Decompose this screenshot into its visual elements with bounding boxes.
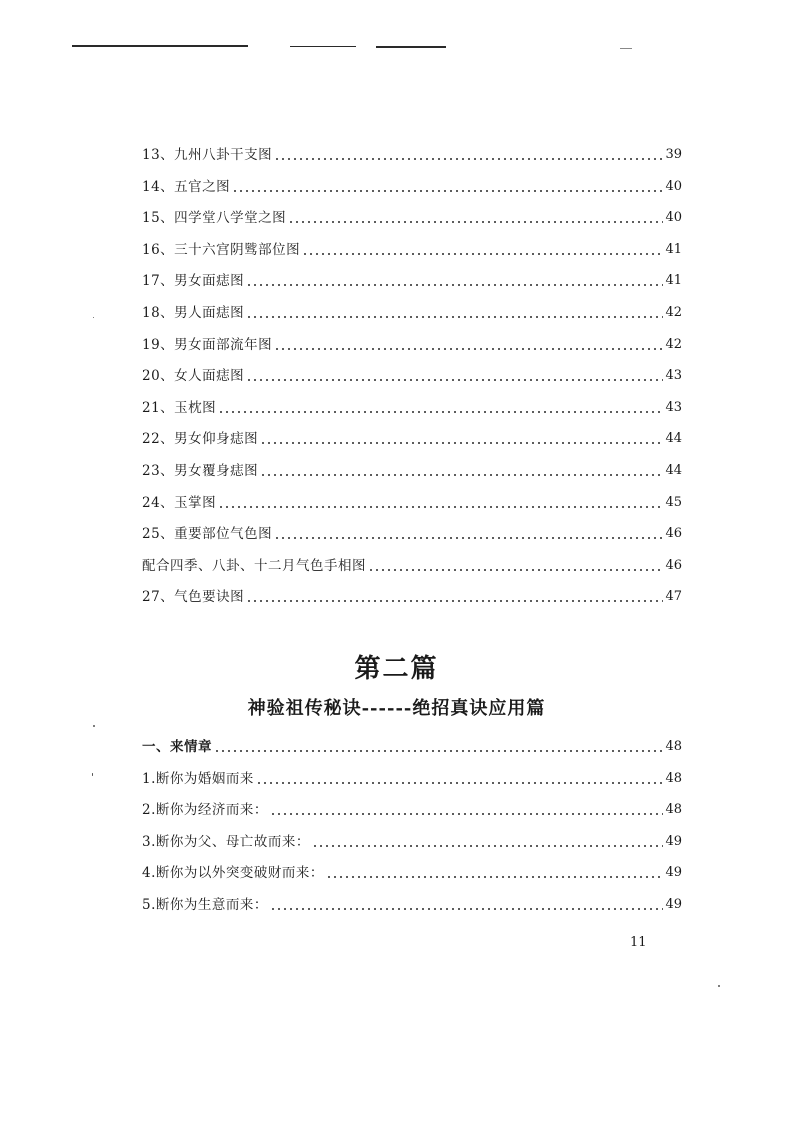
table-of-contents-part-2 — [142, 0, 682, 920]
toc-entry-label: 18、男人面痣图 — [142, 305, 245, 321]
toc-entry-label: 16、三十六宫阴骘部位图 — [142, 241, 301, 258]
scan-speck — [92, 773, 93, 776]
toc-entry-page: 49 — [665, 833, 682, 849]
toc-entry-label: 13、九州八卦干支图 — [142, 147, 273, 163]
page-number: 11 — [630, 935, 647, 950]
toc-entry-label: 24、玉掌图 — [142, 494, 217, 511]
toc-entry — [142, 734, 682, 756]
toc-entry — [142, 797, 682, 819]
toc-entry-page: 46 — [665, 526, 682, 542]
toc-entry-page: 47 — [665, 589, 682, 605]
toc-entry-label: 14、五官之图 — [142, 178, 231, 195]
toc-entry-page: 40 — [665, 210, 682, 226]
toc-entry-label: 23、男女覆身痣图 — [142, 463, 259, 479]
toc-entry-label: 15、四学堂八学堂之图 — [142, 210, 287, 227]
toc-leader-dots — [312, 845, 664, 847]
toc-entry-page: 45 — [665, 494, 682, 510]
toc-entry-label: 22、男女仰身痣图 — [142, 431, 259, 448]
toc-entry-label: 3.断你为父、母亡故而来： — [142, 833, 310, 850]
scan-speck — [93, 725, 95, 727]
toc-entry-page: 46 — [665, 557, 682, 573]
toc-entry-label: 2.断你为经济而来： — [142, 802, 268, 819]
toc-entry-page: 41 — [665, 241, 682, 257]
toc-leader-dots — [270, 908, 664, 910]
toc-leader-dots — [214, 750, 663, 752]
toc-entry-page: 49 — [665, 897, 682, 912]
toc-entry-label: 1.断你为婚姻而来 — [142, 770, 254, 787]
toc-entry-label: 20、女人面痣图 — [142, 368, 245, 385]
toc-entry-page: 39 — [665, 147, 682, 162]
toc-entry-label: 27、气色要诀图 — [142, 589, 245, 606]
toc-entry — [142, 829, 682, 851]
toc-entry — [142, 860, 682, 882]
toc-entry-label: 21、玉枕图 — [142, 399, 217, 416]
section-title: 第二篇 — [354, 654, 439, 684]
toc-entry-label: 一、来情章 — [142, 739, 212, 755]
toc-entry-page: 48 — [665, 770, 682, 786]
toc-entry-page: 49 — [665, 865, 682, 881]
scan-speck — [718, 985, 720, 987]
toc-entry-page: 48 — [665, 739, 682, 754]
toc-entry — [142, 892, 682, 914]
toc-entry-page: 40 — [665, 178, 682, 194]
toc-entry-page: 42 — [665, 305, 682, 320]
toc-entry-page: 43 — [665, 368, 682, 384]
scan-speck — [93, 317, 94, 318]
toc-entry-label: 5.断你为生意而来： — [142, 897, 268, 913]
toc-leader-dots — [270, 813, 664, 815]
toc-leader-dots — [326, 876, 664, 878]
toc-entry-label: 25、重要部位气色图 — [142, 526, 273, 543]
toc-entry-page: 44 — [665, 463, 682, 478]
toc-entry-page: 48 — [665, 802, 682, 818]
section-subtitle: 神验祖传秘诀------绝招真诀应用篇 — [247, 698, 546, 719]
toc-entry-page: 44 — [665, 431, 682, 447]
toc-entry-label: 19、男女面部流年图 — [142, 336, 273, 353]
toc-entry — [142, 766, 682, 788]
toc-entry-page: 42 — [665, 336, 682, 352]
toc-entry-page: 43 — [665, 399, 682, 415]
toc-entry-label: 17、男女面痣图 — [142, 273, 245, 290]
toc-entry-label: 4.断你为以外突变破财而来： — [142, 865, 324, 882]
toc-leader-dots — [256, 782, 664, 784]
toc-entry-page: 41 — [665, 273, 682, 289]
toc-entry-label: 配合四季、八卦、十二月气色手相图 — [142, 557, 366, 574]
